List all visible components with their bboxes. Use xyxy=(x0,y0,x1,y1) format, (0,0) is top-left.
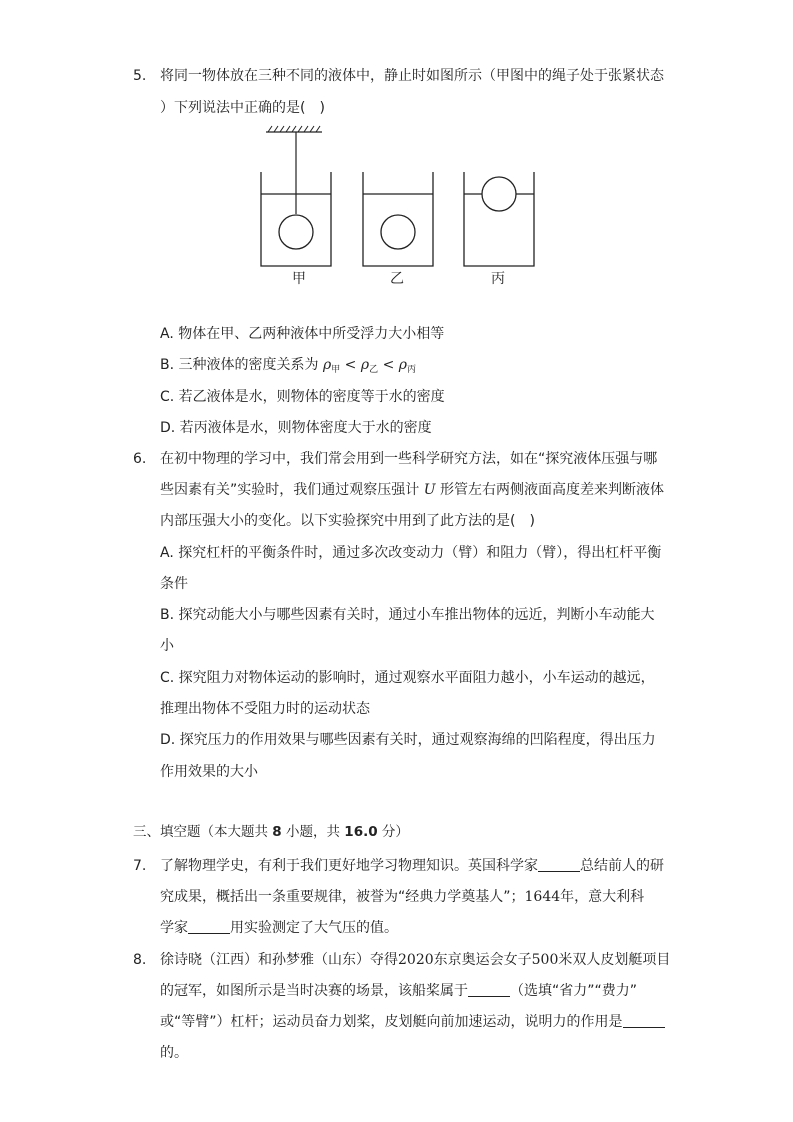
question-text xyxy=(160,480,664,500)
question-text: 在初中物理的学习中，我们常会用到一些科学研究方法，如在“探究液体压强与哪 xyxy=(160,451,658,467)
question-text-part: 用实验测定了大气压的值。 xyxy=(230,920,398,936)
answer-blank[interactable] xyxy=(468,982,510,997)
question-text xyxy=(160,950,670,970)
distance: 500 xyxy=(531,952,559,968)
subscript: 乙 xyxy=(369,365,379,375)
question-text-part: 徐诗晓（江西）和孙梦雅（山东）夺得 xyxy=(160,952,398,968)
figure-label-jia: 甲 xyxy=(292,271,306,287)
option-b-text: B. 三种液体的密度关系为 xyxy=(160,357,319,373)
question-text xyxy=(160,918,398,938)
option-b: B. 探究动能大小与哪些因素有关时，通过小车推出物体的远近，判断小车动能大 xyxy=(160,607,655,623)
question-text-part: 究成果，概括出一条重要规律，被誉为“经典力学奠基人”； xyxy=(160,889,525,905)
question-text xyxy=(160,887,644,907)
option-b-cont: 小 xyxy=(160,638,174,654)
buoyancy-figure xyxy=(250,122,550,292)
question-text-part: 学家 xyxy=(160,920,188,936)
rho-symbol: ρ xyxy=(360,357,370,373)
option-d: D. 探究压力的作用效果与哪些因素有关时，通过观察海绵的凹陷程度，得出压力 xyxy=(160,732,656,748)
option-c: C. 若乙液体是水，则物体的密度等于水的密度 xyxy=(160,389,445,405)
question-text-part: 的冠军，如图所示是当时决赛的场景，该船桨属于 xyxy=(160,983,468,999)
question-number: 8. xyxy=(133,952,147,968)
question-number: 6. xyxy=(133,451,147,467)
section-heading-text: 三、填空题（本大题共 xyxy=(133,824,273,840)
question-number: 7. xyxy=(133,858,147,874)
rho-symbol: ρ xyxy=(322,357,332,373)
rho-symbol: ρ xyxy=(398,357,407,373)
question-text-part: （选填“省力”“费力” xyxy=(510,983,638,999)
question-text xyxy=(160,856,664,876)
question-text-part: 了解物理学史，有利于我们更好地学习物理知识。英国科学家 xyxy=(160,858,538,874)
answer-blank[interactable] xyxy=(623,1013,665,1028)
option-c-cont: 推理出物体不受阻力时的运动状态 xyxy=(160,701,370,717)
answer-blank[interactable] xyxy=(188,919,230,934)
section-score: 16.0 xyxy=(344,824,378,840)
u-symbol: U xyxy=(423,482,436,498)
less-than: < xyxy=(344,357,357,373)
question-text xyxy=(160,1012,665,1032)
option-a-cont: 条件 xyxy=(160,576,188,592)
question-text-part: 形管左右两侧液面高度差来判断液体 xyxy=(439,482,664,498)
question-text: 将同一物体放在三种不同的液体中，静止时如图所示（甲图中的绳子处于张紧状态 xyxy=(160,68,664,84)
container-yi xyxy=(363,172,433,266)
year: 2020 xyxy=(398,952,434,968)
section-heading xyxy=(133,822,409,842)
question-text-part: 些因素有关”实验时，我们通过观察压强计 xyxy=(160,482,420,498)
question-text xyxy=(160,981,637,1001)
ceiling-hatch-icon xyxy=(266,126,322,132)
question-text: ）下列说法中正确的是( ) xyxy=(160,100,325,116)
container-bing xyxy=(464,172,534,266)
option-a: A. 物体在甲、乙两种液体中所受浮力大小相等 xyxy=(160,326,445,342)
option-d: D. 若丙液体是水，则物体密度大于水的密度 xyxy=(160,420,432,436)
section-heading-text: 分） xyxy=(377,824,409,840)
figure-label-yi: 乙 xyxy=(390,271,404,287)
question-text-part: 年，意大利科 xyxy=(560,889,645,905)
section-count: 8 xyxy=(272,824,282,840)
section-heading-text: 小题，共 xyxy=(281,824,345,840)
option-d-cont: 作用效果的大小 xyxy=(160,764,258,780)
option-b xyxy=(160,355,416,380)
year: 1644 xyxy=(524,889,561,905)
option-a: A. 探究杠杆的平衡条件时，通过多次改变动力（臂）和阻力（臂），得出杠杆平衡 xyxy=(160,545,662,561)
question-text-part: 总结前人的研 xyxy=(580,858,664,874)
less-than: < xyxy=(382,357,395,373)
answer-blank[interactable] xyxy=(538,857,580,872)
figure-label-bing: 丙 xyxy=(491,271,505,287)
question-number: 5. xyxy=(133,68,147,84)
question-text-part: 东京奥运会女子 xyxy=(433,952,532,968)
question-text: 的。 xyxy=(160,1045,188,1061)
option-c: C. 探究阻力对物体运动的影响时，通过观察水平面阻力越小，小车运动的越远， xyxy=(160,670,655,686)
question-text-part: 米双人皮划艇项目 xyxy=(558,952,671,968)
subscript: 丙 xyxy=(406,365,416,375)
subscript: 甲 xyxy=(331,365,341,375)
question-text: 内部压强大小的变化。以下实验探究中用到了此方法的是( ) xyxy=(160,513,535,529)
question-text-part: 或“等臂”）杠杆；运动员奋力划桨，皮划艇向前加速运动，说明力的作用是 xyxy=(160,1014,623,1030)
